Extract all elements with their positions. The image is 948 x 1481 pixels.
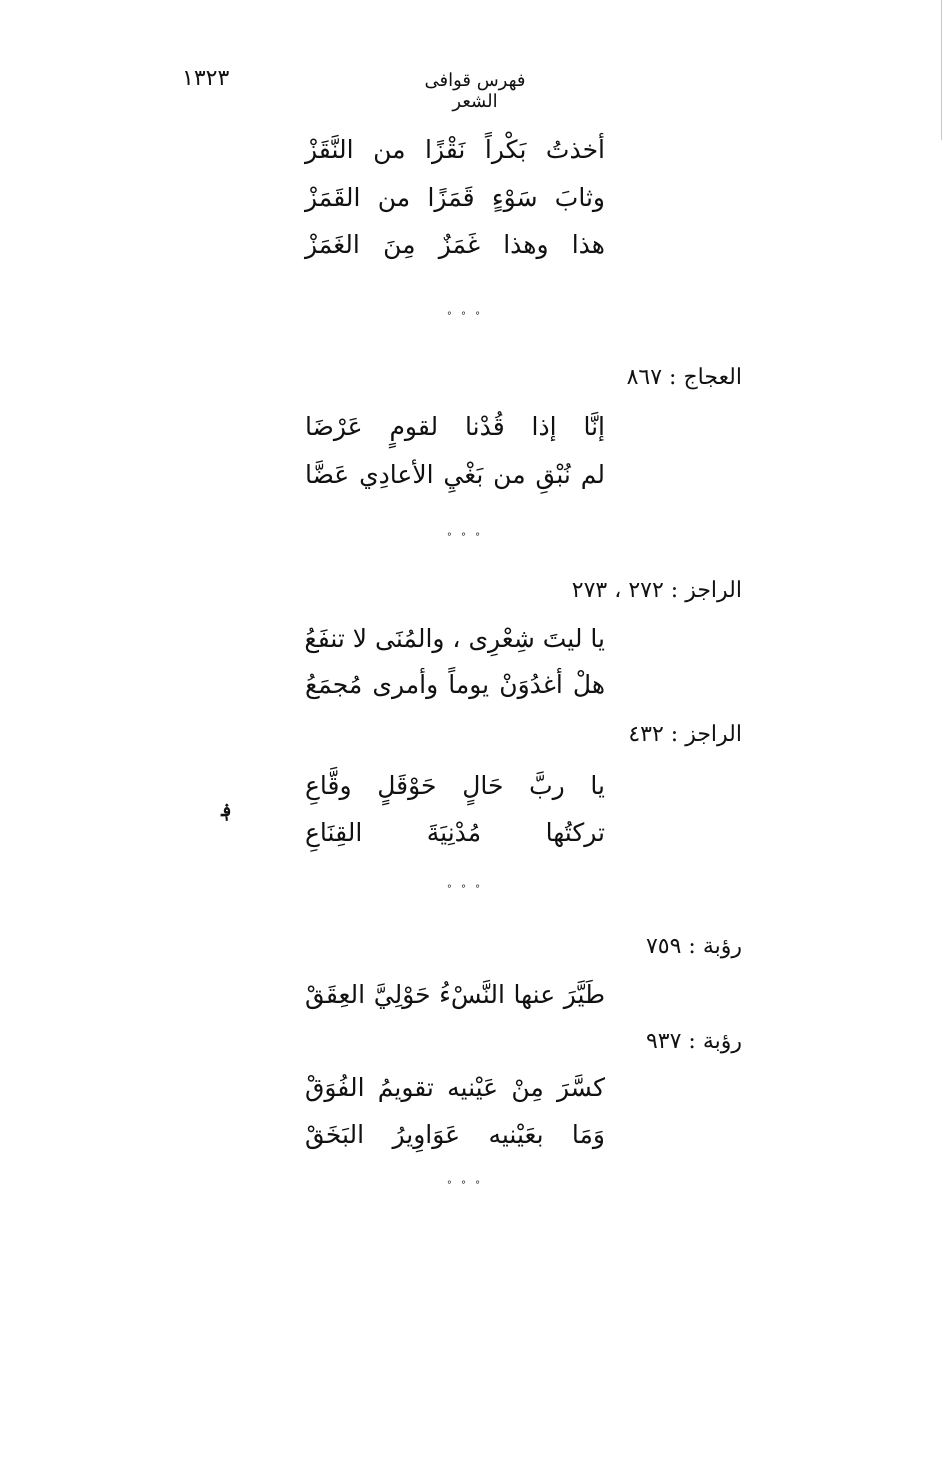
poet-attribution: الراجز : ٤٣٢ — [628, 722, 742, 747]
poet-attribution: رؤبة : ٧٥٩ — [645, 934, 742, 959]
page-number: ١٣٢٣ — [182, 66, 230, 91]
poet-attribution: الراجز : ٢٧٢ ، ٢٧٣ — [571, 578, 742, 603]
poet-attribution: رؤبة : ٩٣٧ — [645, 1029, 742, 1054]
verse-line: لم نُبْقِ من بَغْيِ الأعادِي عَضَّا — [305, 460, 605, 489]
section-separator: ° ° ° — [446, 884, 484, 895]
verse-line: وَمَا بعَيْنيه عَوَاوِيرُ البَخَقْ — [305, 1120, 605, 1149]
verse-line: أخذتُ بَكْراً نَقْزًا من النَّقَزْ — [305, 135, 605, 164]
poet-attribution: العجاج : ٨٦٧ — [626, 365, 742, 390]
verse-line: طَيَّرَ عنها النَّسْءُ حَوْلِيَّ العِقَقْ — [305, 980, 605, 1009]
verse-line: هذا وهذا غَمَزٌ مِنَ الغَمَزْ — [305, 230, 605, 259]
verse-line: إنَّا إذا قُدْنا لقومٍ عَرْضَا — [305, 412, 605, 441]
scan-edge-line — [941, 0, 942, 140]
verse-line: يا ليتَ شِعْرِى ، والمُنَى لا تنفَعُ — [304, 624, 605, 653]
section-separator: ° ° ° — [446, 1180, 484, 1191]
running-title: فهرس قوافى الشعر — [424, 70, 526, 112]
section-separator: ° ° ° — [446, 311, 484, 322]
verse-line: كسَّرَ مِنْ عَيْنيه تقويمُ الفُوَقْ — [305, 1073, 605, 1102]
margin-mark: ؋ — [221, 800, 232, 821]
verse-line: هلْ أغدُوَنْ يوماً وأمرى مُجمَعُ — [305, 670, 605, 699]
section-separator: ° ° ° — [446, 532, 484, 543]
verse-line: تركتُها مُدْنِيَةَ القِنَاعِ — [305, 818, 605, 847]
verse-line: يا ربَّ حَالٍ حَوْقَلٍ وقَّاعِ — [305, 771, 605, 800]
verse-line: وثابَ سَوْءٍ قَمَزًا من القَمَزْ — [305, 183, 605, 212]
